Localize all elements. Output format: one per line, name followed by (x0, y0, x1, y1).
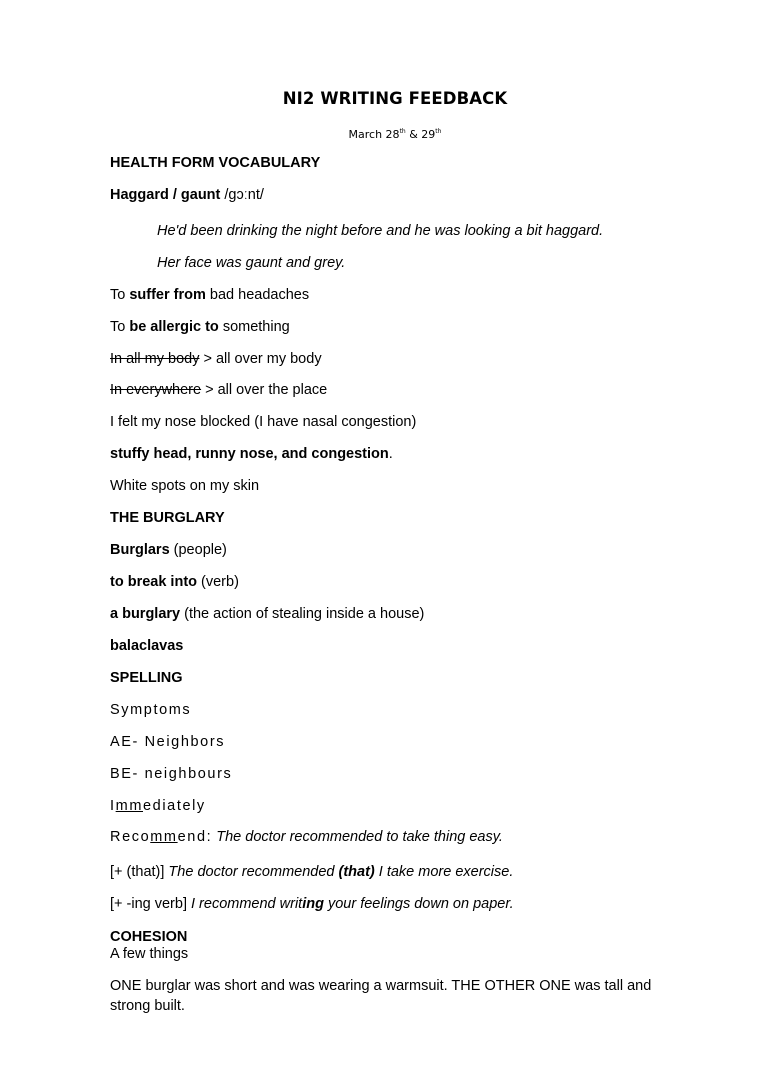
cohesion-paragraph: ONE burglar was short and was wearing a warmsuit. THE OTHER ONE was tall and strong built. (110, 978, 652, 1014)
vocab-suffer: To suffer from bad headaches (110, 287, 310, 303)
cohesion-subtitle: A few things (110, 946, 189, 962)
section-heading-health: HEALTH FORM VOCABULARY (110, 155, 321, 171)
spelling-ae: AE- Neighbors (110, 734, 226, 750)
vocab-break-into: to break into (verb) (110, 574, 239, 590)
section-heading-spelling: SPELLING (110, 670, 183, 686)
correction-place: In everywhere > all over the place (110, 382, 328, 398)
vocab-nose: I felt my nose blocked (I have nasal congestion) (110, 414, 417, 430)
vocab-burglars: Burglars (people) (110, 542, 227, 558)
spelling-recommend: Recommend: The doctor recommended to take thing easy. (110, 829, 503, 845)
correction-body: In all my body > all over my body (110, 351, 322, 367)
date-line: March 28th & 29th (348, 128, 442, 141)
vocab-haggard: Haggard / gaunt /gɔːnt/ (110, 187, 264, 203)
grammar-ing: [+ -ing verb] I recommend writing your feelings down on paper. (110, 896, 514, 912)
page-title: NI2 WRITING FEEDBACK (282, 89, 508, 108)
section-heading-cohesion: COHESION (110, 929, 188, 945)
example-sentence: Her face was gaunt and grey. (157, 255, 346, 271)
vocab-balaclavas: balaclavas (110, 638, 184, 654)
vocab-spots: White spots on my skin (110, 478, 260, 494)
vocab-allergic: To be allergic to something (110, 319, 290, 335)
example-sentence: He'd been drinking the night before and he was looking a bit haggard. (157, 223, 604, 239)
grammar-that: [+ (that)] The doctor recommended (that) I take more exercise. (110, 864, 514, 880)
spelling-be: BE- neighbours (110, 766, 233, 782)
spelling-symptoms: Symptoms (110, 702, 192, 718)
vocab-stuffy: stuffy head, runny nose, and congestion. (110, 446, 393, 462)
vocab-burglary: a burglary (the action of stealing inside a house) (110, 606, 425, 622)
section-heading-burglary: THE BURGLARY (110, 510, 225, 526)
spelling-immediately: Immediately (110, 798, 206, 814)
